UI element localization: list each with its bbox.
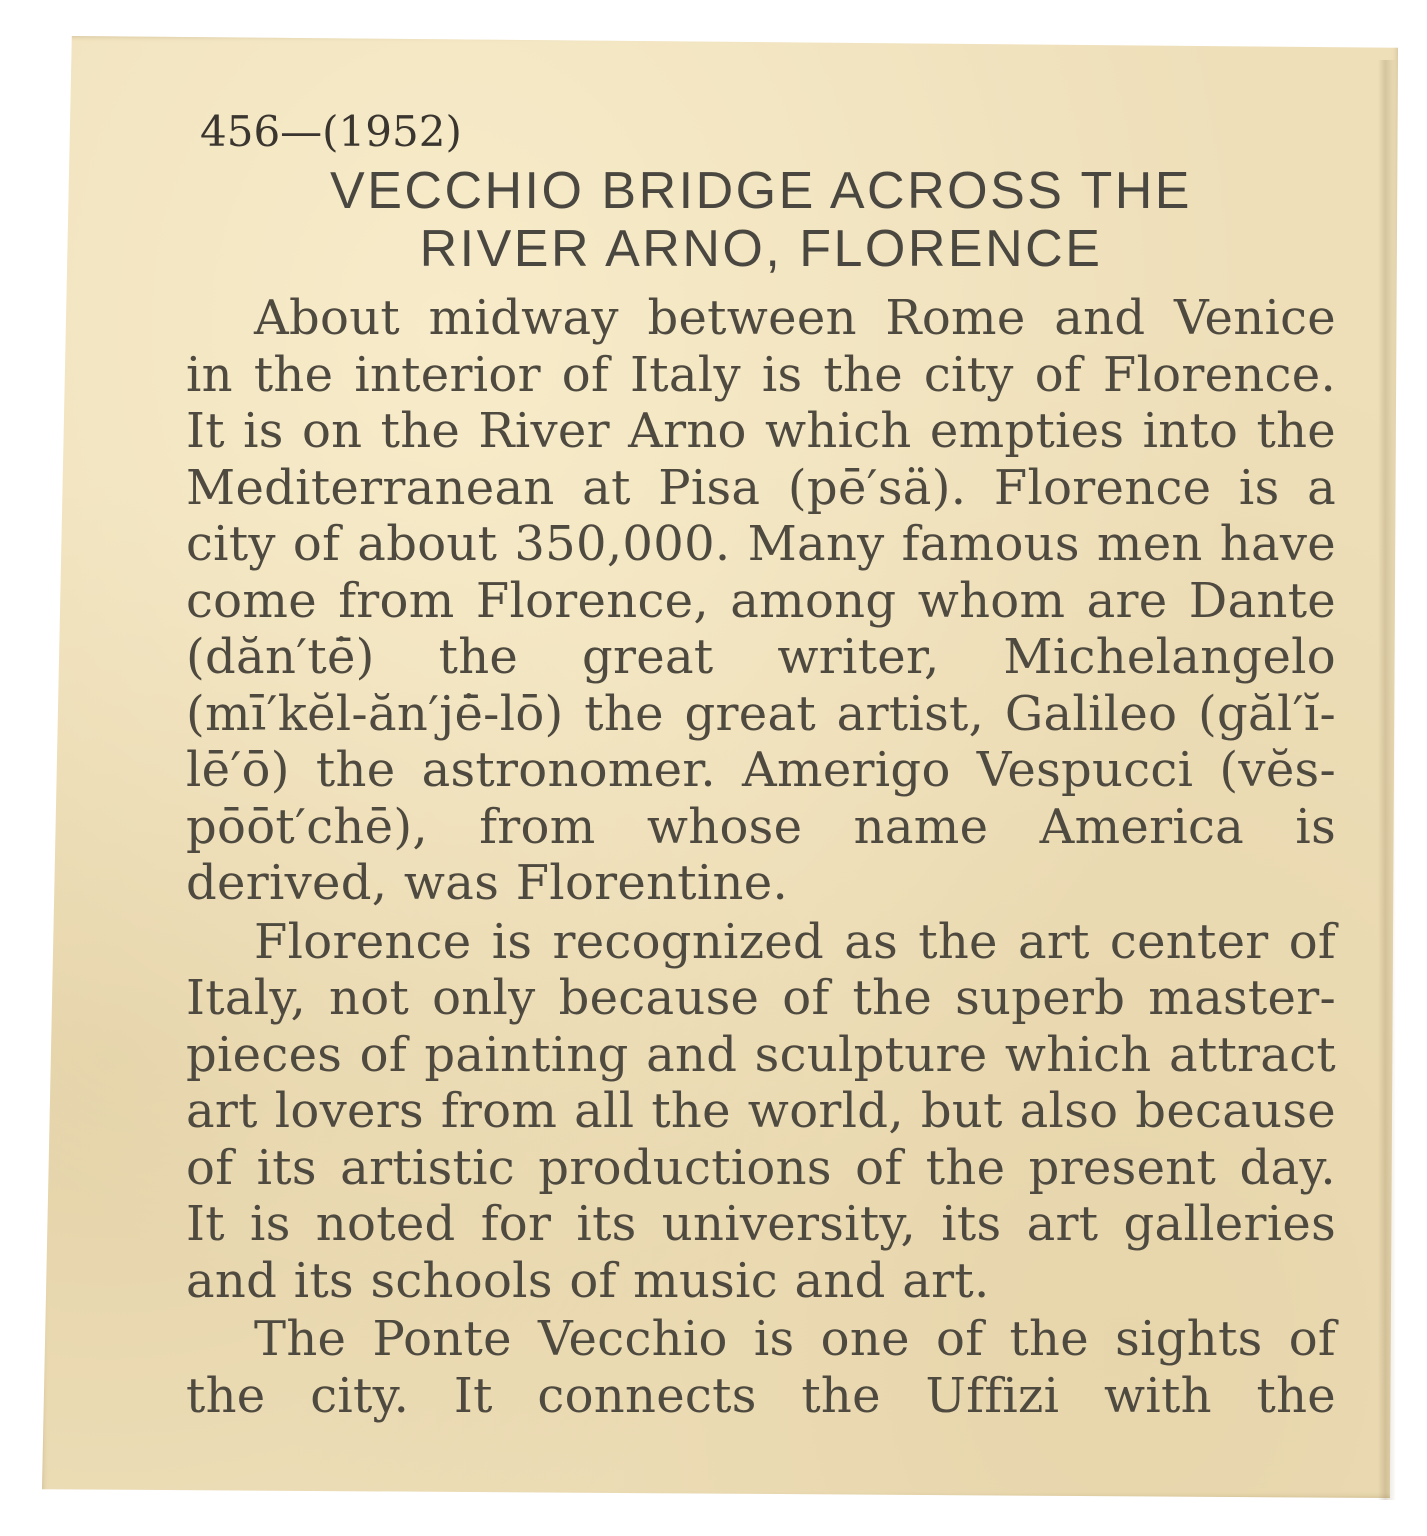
paragraph-3: The Ponte Vecchio is one of the sights of the city. It connects the Uffizi with the	[186, 1311, 1336, 1424]
card-title	[186, 162, 1336, 278]
card-title-line-2: RIVER ARNO, FLORENCE	[419, 220, 1103, 278]
card-reference-number: 456—(1952)	[200, 107, 462, 156]
card-text-block	[186, 104, 1336, 1426]
card-edge-shadow	[1378, 60, 1396, 1500]
card-title-line-1: VECCHIO BRIDGE ACROSS THE	[330, 162, 1192, 220]
paragraph-1: About midway between Rome and Venice in the interior of Italy is the city of Florence. It is on the River Arno which empties into the Mediterranean at Pisa (pē′sä). Florence is a city of about 350,000. Many famous men have come from Florence, among whom are Dante (dăn′tė̄) the great writer, Michelangelo (mī′kĕl-ăn′jė̄-lō) the great artist, Galileo (găl′ĭ-lē′ō) the astronomer. Amerigo Vespucci (vĕs-pōōt′chē), from whose name America is derived, was Florentine.	[186, 290, 1336, 911]
paragraph-2: Florence is recognized as the art center of Italy, not only because of the superb master-pieces of painting and sculpture which attract art lovers from all the world, but also because of its artistic productions of the present day. It is noted for its university, its art galleries and its schools of music and art.	[186, 913, 1336, 1309]
